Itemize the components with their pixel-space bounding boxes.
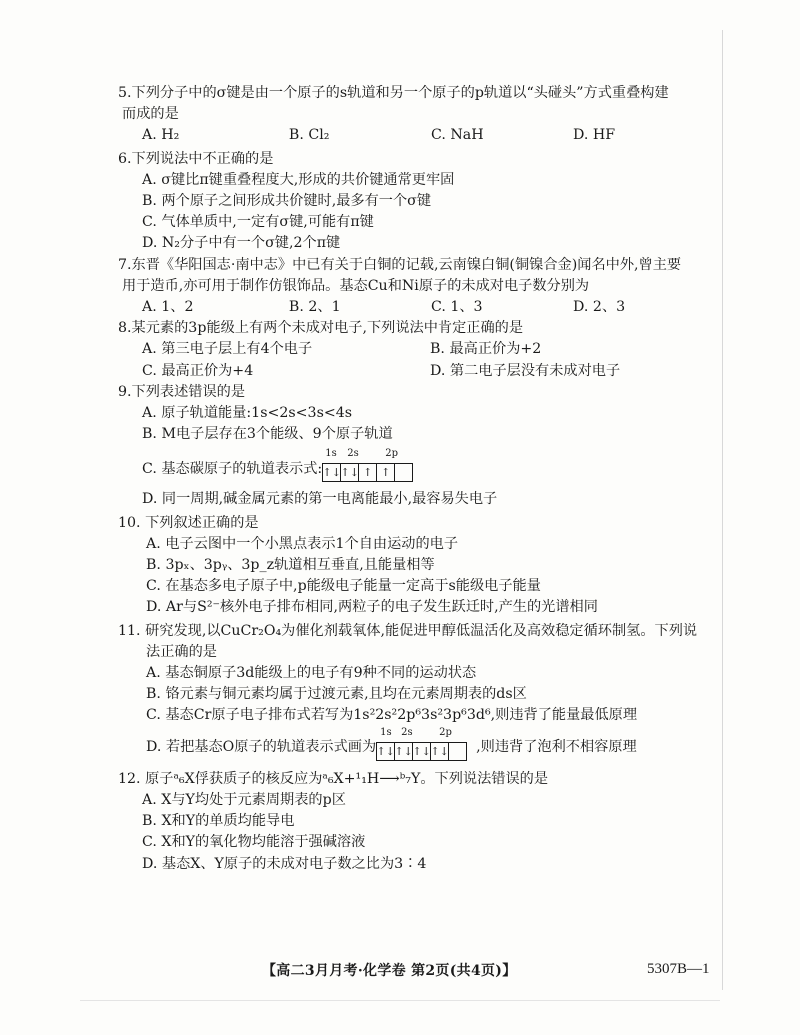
question-9 (118, 382, 718, 511)
q12-option-b: B. X和Y的单质均能导电 (142, 813, 295, 830)
q7-option-b: B. 2、1 (288, 299, 341, 316)
q11-option-c: C. 基态Cr原子电子排布式若写为1s²2s²2p⁶3s²3p⁶3d⁶,则违背了能量最低原理 (146, 707, 638, 724)
oxygen-orbital-diagram (376, 726, 476, 767)
orbital-box: ↑↓ (322, 463, 341, 482)
question-11 (118, 621, 718, 767)
q9-option-b: B. M电子层存在3个能级、9个原子轨道 (142, 426, 393, 443)
orbital-box: ↑ (358, 463, 377, 482)
orbital-box: ↑↓ (340, 463, 359, 482)
q11-option-b: B. 铬元素与铜元素均属于过渡元素,且均在元素周期表的ds区 (146, 686, 527, 703)
question-5 (118, 83, 718, 147)
q12-option-a: A. X与Y均处于元素周期表的p区 (142, 791, 346, 808)
q5-stem-line2: 而成的是 (122, 106, 179, 123)
question-8 (118, 318, 718, 382)
q9-option-d: D. 同一周期,碱金属元素的第一电离能最小,最容易失电子 (142, 491, 498, 508)
orbital-label-1s: 1s (325, 448, 337, 460)
q12-option-c: C. X和Y的氧化物均能溶于强碱溶液 (142, 834, 366, 851)
q12-option-d: D. 基态X、Y原子的未成对电子数之比为3∶4 (142, 855, 427, 872)
q6-stem: 6.下列说法中不正确的是 (118, 150, 274, 167)
orbital-box: ↑↓ (412, 742, 431, 761)
q11-option-d-text-end: ,则违背了泡利不相容原理 (476, 739, 637, 756)
q7-stem-line2: 用于造币,亦可用于制作仿银饰品。基态Cu和Ni原子的未成对电子数分别为 (122, 277, 590, 294)
q10-option-a: A. 电子云图中一个小黑点表示1个自由运动的电子 (146, 535, 459, 552)
q9-stem: 9.下列表述错误的是 (118, 383, 246, 400)
question-7 (118, 255, 718, 319)
q11-option-a: A. 基态铜原子3d能级上的电子有9种不同的运动状态 (146, 665, 477, 682)
q8-option-a: A. 第三电子层上有4个电子 (142, 341, 313, 358)
q7-option-c: C. 1、3 (430, 299, 483, 316)
orbital-box: ↑ (376, 463, 395, 482)
orbital-label-2s: 2s (347, 448, 359, 460)
q11-stem-line1: 11. 研究发现,以CuCr₂O₄为催化剂载氧体,能促进甲醇低温活化及高效稳定循环制氢。下列说 (118, 622, 698, 639)
q10-stem: 10. 下列叙述正确的是 (118, 514, 259, 531)
q10-option-d: D. Ar与S²⁻核外电子排布相同,两粒子的电子发生跃迁时,产生的光谱相同 (146, 599, 598, 616)
q11-option-d-text: D. 若把基态O原子的轨道表示式画为 (146, 739, 377, 756)
orbital-box: ↑↓ (430, 742, 449, 761)
orbital-label-1s: 1s (380, 726, 392, 738)
q8-option-c: C. 最高正价为+4 (142, 362, 254, 379)
q9-option-c-text: C. 基态碳原子的轨道表示式: (142, 460, 323, 477)
q5-option-c: C. NaH (430, 127, 484, 144)
bottom-divider (80, 1000, 720, 1001)
q5-option-a: A. H₂ (142, 127, 180, 144)
carbon-orbital-diagram (322, 450, 426, 488)
footer-title: 【高二3月月考·化学卷 第2页(共4页)】 (262, 963, 517, 979)
q12-stem: 12. 原子ᵃ₆X俘获质子的核反应为ᵃ₆X+¹₁H⟶ᵇ₇Y。下列说法错误的是 (118, 770, 549, 787)
question-10 (118, 513, 718, 619)
q11-stem-line2: 法正确的是 (146, 643, 217, 660)
q10-option-b: B. 3pₓ、3pᵧ、3p_z轨道相互垂直,且能量相等 (146, 557, 435, 574)
q5-option-b: B. Cl₂ (288, 127, 330, 144)
q6-option-a: A. σ键比π键重叠程度大,形成的共价键通常更牢固 (142, 171, 455, 188)
question-6 (118, 149, 718, 255)
q9-option-c (118, 449, 718, 489)
q7-option-d: D. 2、3 (573, 299, 626, 316)
q9-option-a: A. 原子轨道能量:1s<2s<3s<4s (142, 405, 353, 422)
q7-stem-line1: 7.东晋《华阳国志·南中志》中已有关于白铜的记载,云南镍白铜(铜镍合金)闻名中外,曾主要 (118, 256, 682, 273)
q11-option-d (118, 726, 718, 767)
q10-option-c: C. 在基态多电子原子中,p能级电子能量一定高于s能级电子能量 (146, 578, 541, 595)
q5-stem-line1: 5.下列分子中的σ键是由一个原子的s轨道和另一个原子的p轨道以“头碰头”方式重叠构建 (118, 85, 669, 101)
q6-option-b: B. 两个原子之间形成共价键时,最多有一个σ键 (142, 193, 432, 210)
q8-option-b: B. 最高正价为+2 (430, 341, 542, 358)
binding-line (722, 30, 723, 990)
q6-option-c: C. 气体单质中,一定有σ键,可能有π键 (142, 214, 374, 231)
orbital-box: ↑↓ (394, 742, 413, 761)
question-list (118, 83, 718, 875)
orbital-label-2p: 2p (385, 448, 398, 460)
question-12 (118, 769, 718, 875)
q6-option-d: D. N₂分子中有一个σ键,2个π键 (142, 235, 341, 252)
q7-option-a: A. 1、2 (142, 299, 194, 316)
orbital-box (394, 463, 413, 482)
orbital-label-2p: 2p (439, 726, 452, 738)
orbital-box: ↑↓ (376, 742, 395, 761)
orbital-box (448, 742, 467, 761)
footer-code: 5307B—1 (647, 961, 710, 977)
q5-option-d: D. HF (573, 127, 616, 144)
q8-option-d: D. 第二电子层没有未成对电子 (430, 362, 621, 379)
q8-stem: 8.某元素的3p能级上有两个未成对电子,下列说法中肯定正确的是 (118, 320, 524, 337)
orbital-label-2s: 2s (401, 726, 413, 738)
